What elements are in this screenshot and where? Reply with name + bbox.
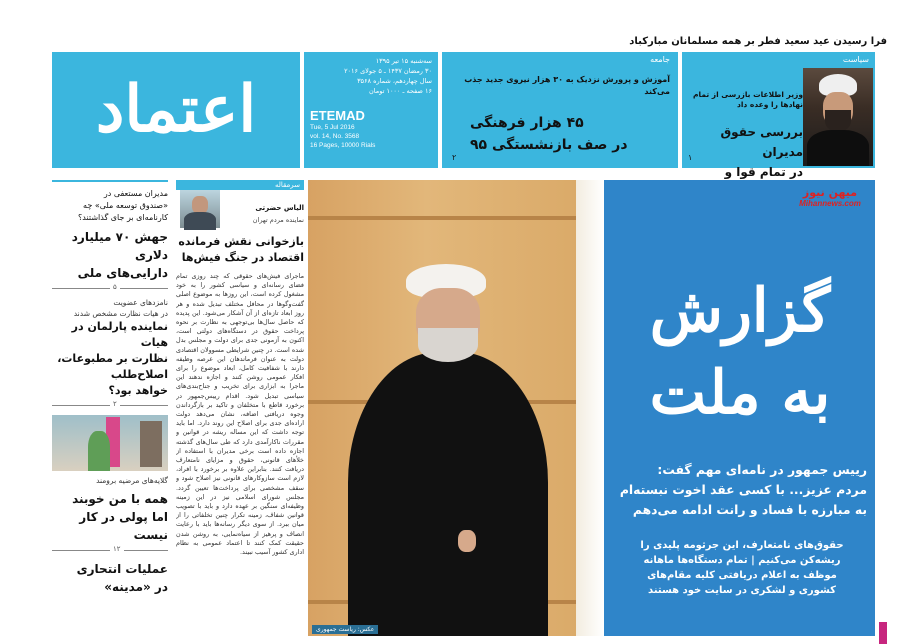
kicker-line: «صندوق توسعه ملی» چه bbox=[83, 201, 168, 210]
story-kicker bbox=[52, 188, 168, 224]
kicker-line: در هیات نظارت مشخص شدند bbox=[73, 309, 168, 318]
headline-line: اقتصاد در جنگ فیش‌ها bbox=[181, 251, 304, 264]
lead-story[interactable] bbox=[604, 180, 875, 636]
teaser-kicker: وزیر اطلاعات بازرسی از تمام نهادها را وعده داد bbox=[693, 90, 803, 109]
minister-photo bbox=[803, 68, 873, 166]
headline-line: بازخوانی نقش فرمانده bbox=[178, 235, 304, 248]
watermark-stamp bbox=[790, 186, 870, 208]
photo-caption: گلایه‌های مرضیه برومند bbox=[96, 476, 168, 485]
subheadline-line: رییس جمهور در نامه‌ای مهم گفت: bbox=[657, 462, 867, 477]
headline-line: نماینده پارلمان در هیات bbox=[71, 320, 168, 349]
author-name: الیاس حضرتی bbox=[255, 204, 304, 212]
headline-line: دارایی‌های ملی bbox=[77, 266, 168, 280]
headline-line: در «مدینه» bbox=[104, 580, 168, 594]
section-label: جامعه bbox=[650, 55, 670, 64]
teaser-headline-line: در تمام قوا و bbox=[724, 165, 803, 179]
editorial-column bbox=[176, 180, 304, 644]
teaser-headline bbox=[450, 112, 670, 156]
author-photo bbox=[180, 190, 220, 228]
story-headline[interactable] bbox=[52, 490, 168, 544]
issue-info bbox=[304, 52, 438, 168]
photo-credit: عکس: ریاست جمهوری bbox=[312, 625, 378, 634]
kicker-line: نامزدهای عضویت bbox=[113, 298, 168, 307]
headline-line: اما پولی در کار bbox=[79, 510, 168, 524]
date-hijri: ۳۰ رمضان ۱۴۳۷ ـ ۵ جولای ۲۰۱۶ bbox=[344, 67, 432, 75]
author-byline bbox=[176, 190, 304, 230]
pages-persian: ۱۶ صفحه ـ ۱۰۰۰ تومان bbox=[368, 87, 432, 95]
page-number: ۱ bbox=[688, 153, 693, 162]
page-number: ۵ bbox=[110, 283, 120, 291]
headline-line: عملیات انتحاری bbox=[76, 562, 168, 576]
section-label: سیاست bbox=[842, 55, 869, 64]
divider bbox=[52, 400, 168, 411]
editorial-body: ماجرای فیش‌های حقوقی که چند روزی تمام فضای رسانه‌ای و سیاسی کشور را به خود مشغول کرده است، این روزها به موضوع اصلی گفت‌وگوها در محافل مختلف تبدیل شده و هر روز ابعاد تازه‌ای از آن آشکار می‌شود. این پدیده که حاصل سال‌ها بی‌توجهی به نظارت بر نحوه پرداخت حقوق در دستگاه‌های دولتی است، اکنون به آزمونی جدی برای دولت و مجلس بدل شده است. در چنین شرایطی مسوولان اقتصادی دولت به عنوان فرماندهان این عرصه وظیفه دارند با شفافیت کامل، ابعاد موضوع را برای افکار عمومی روشن کنند و اجازه ندهند این ماجرا به ابزاری برای تخریب و جناح‌بندی‌های سیاسی تبدیل شود. اقدام رییس‌جمهور در برخورد قاطع با متخلفان و تاکید بر بازگرداندن وجوه دریافتی اضافه، نشان می‌دهد دولت اراده‌ای جدی برای اصلاح این روند دارد. اما باید توجه داشت که این مساله ریشه در قوانین و مقررات ناکارآمدی دارد که طی سال‌های گذشته اجازه داده است برخی مدیران با استفاده از خلأهای قانونی، حقوق و مزایای نامتعارف دریافت کنند. بنابراین علاوه بر برخورد با افراد، لازم است سازوکارهای قانونی نیز اصلاح شود و سقف مشخصی برای پرداخت‌ها تعیین گردد. مجلس شورای اسلامی نیز در این زمینه وظیفه‌ای سنگین بر عهده دارد و باید با تصویب قوانین شفاف، زمینه تکرار چنین تخلفاتی را از میان ببرد. از سوی دیگر رسانه‌ها باید با رعایت انصاف و پرهیز از سیاه‌نمایی، به روشن شدن حقیقت کمک کنند تا اعتماد عمومی به نظام اداری کشور آسیب نبیند. bbox=[176, 272, 304, 557]
issue-english: vol. 14, No. 3568 bbox=[310, 133, 360, 140]
left-news-column bbox=[52, 180, 168, 644]
teaser-kicker: آموزش و پرورش نزدیک به ۳۰ هزار نیروی جدید جذب می‌کند bbox=[464, 75, 670, 96]
summary-line: ریشه‌کن می‌کنیم | تمام دستگاه‌ها ماهانه bbox=[643, 555, 841, 566]
story-headline[interactable] bbox=[52, 560, 168, 596]
masthead bbox=[52, 52, 875, 179]
story-kicker bbox=[52, 297, 168, 319]
summary-line: حقوق‌های نامتعارف، این جرثومه پلیدی را bbox=[640, 540, 844, 551]
date-persian: سه‌شنبه ۱۵ تیر ۱۳۹۵ bbox=[375, 57, 432, 65]
headline-line: جهش ۷۰ میلیارد دلاری bbox=[71, 230, 168, 262]
teaser-headline-line: ۴۵ هزار فرهنگی bbox=[470, 115, 584, 131]
headline-line: خواهد بود؟ bbox=[108, 384, 168, 397]
lead-subheadline bbox=[609, 460, 867, 520]
author-role: نماینده مردم تهران bbox=[252, 216, 304, 224]
headline-line: نظارت بر مطبوعات، bbox=[57, 352, 168, 365]
page-number: ۲ bbox=[452, 153, 457, 162]
headline-line: اصلاح‌طلب bbox=[110, 368, 168, 381]
kicker-line: مدیران مستعفی در bbox=[103, 189, 168, 198]
story-headline[interactable] bbox=[52, 228, 168, 282]
headline-line: نیست bbox=[133, 528, 168, 542]
story-headline[interactable] bbox=[52, 319, 168, 399]
edge-marker bbox=[879, 622, 887, 644]
column-tag bbox=[52, 180, 168, 182]
teaser-politics[interactable] bbox=[682, 52, 875, 179]
date-english: Tue, 5 Jul 2016 bbox=[310, 124, 355, 131]
kicker-line: کارنامه‌ای بر جای گذاشتند؟ bbox=[78, 213, 168, 222]
name-latin: ETEMAD bbox=[310, 108, 365, 123]
column-tag: سرمقاله bbox=[176, 180, 304, 190]
teaser-headline-line: در صف بازنشستگی ۹۵ bbox=[470, 137, 628, 153]
holiday-greeting: فرا رسیدن عید سعید فطر بر همه مسلمانان مبارکباد bbox=[629, 36, 887, 47]
issue-persian: سال چهاردهم، شماره ۳۵۶۸ bbox=[357, 77, 432, 85]
teaser-headline-line: بررسی حقوق مدیران bbox=[720, 125, 803, 159]
stamp-text: میهن نیوز bbox=[802, 186, 858, 199]
logo-block bbox=[52, 52, 300, 168]
summary-line: کشوری و لشکری در سایت خود هستند bbox=[648, 585, 836, 596]
stamp-url: Mihannews.com bbox=[799, 199, 861, 208]
summary-line: موظف به اعلام دریافتی کلیه مقام‌های bbox=[647, 570, 837, 581]
page-number: ۲ bbox=[110, 400, 120, 408]
lead-headline-line2: به ملت bbox=[649, 358, 831, 428]
editorial-headline[interactable] bbox=[176, 234, 304, 266]
divider bbox=[52, 545, 168, 556]
main-photo bbox=[308, 180, 604, 636]
teaser-society[interactable] bbox=[442, 52, 678, 168]
subheadline-line: مردم عزیز... با کسی عقد اخوت نبسته‌ام bbox=[619, 482, 867, 497]
headline-line: همه با من خوبند bbox=[72, 492, 168, 506]
divider bbox=[52, 283, 168, 294]
lead-summary bbox=[617, 538, 867, 598]
pages-english: 16 Pages, 10000 Rials bbox=[310, 142, 376, 149]
newspaper-logo[interactable]: اعتماد bbox=[95, 72, 257, 147]
subheadline-line: به مبارزه با فساد و رانت ادامه می‌دهم bbox=[632, 502, 867, 517]
page-number: ۱۲ bbox=[110, 545, 124, 553]
actress-photo bbox=[52, 415, 168, 471]
lead-headline-line1: گزارش bbox=[649, 276, 831, 346]
